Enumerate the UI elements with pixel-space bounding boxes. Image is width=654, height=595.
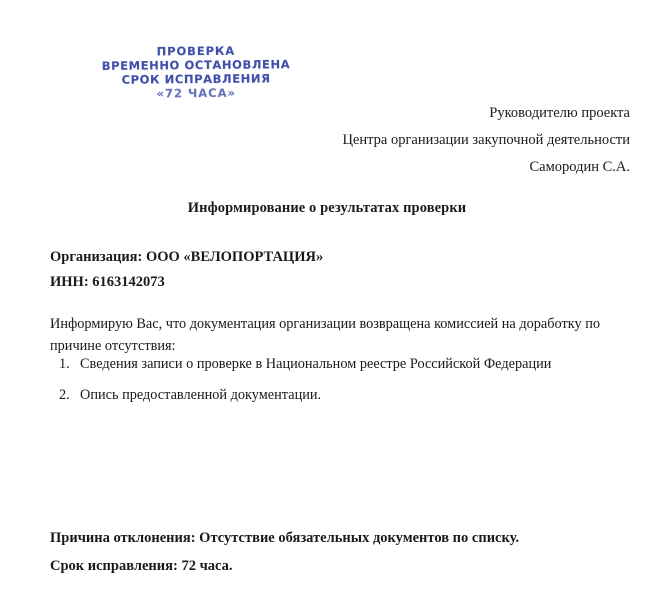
stamp-line-2: ВРЕМЕННО ОСТАНОВЛЕНА [101, 57, 291, 73]
inspection-suspended-stamp [92, 43, 300, 101]
list-item-label: Опись предоставленной документации. [80, 387, 322, 403]
rejection-reason-line: Причина отклонения: Отсутствие обязательных документов по списку. [50, 530, 520, 546]
inn-line: ИНН: 6163142073 [50, 274, 165, 290]
organization-block [50, 245, 323, 295]
addressee-line-role: Руководителю проекта [489, 105, 630, 121]
conclusion-block [50, 524, 519, 580]
list-item [50, 384, 620, 406]
list-item [50, 353, 620, 375]
correction-term-line: Срок исправления: 72 часа. [50, 558, 233, 574]
missing-documents-list [50, 353, 620, 415]
list-item-number: 1. [59, 356, 70, 372]
stamp-line-3: СРОК ИСПРАВЛЕНИЯ [121, 71, 271, 87]
addressee-line-name: Самородин С.А. [529, 159, 630, 175]
addressee-line-department: Центра организации закупочной деятельности [342, 132, 630, 148]
addressee-block [210, 100, 630, 181]
stamp-line-4: «72 ЧАСА» [156, 85, 236, 101]
stamp-line-1: ПРОВЕРКА [156, 43, 236, 59]
list-item-label: Сведения записи о проверке в Национальном реестре Российской Федерации [80, 356, 552, 372]
list-item-number: 2. [59, 387, 70, 403]
intro-paragraph: Информирую Вас, что документация организации возвращена комиссией на доработку по причине отсутствия: [50, 316, 601, 354]
page-title: Информирование о результатах проверки [187, 200, 467, 216]
organization-line: Организация: ООО «ВЕЛОПОРТАЦИЯ» [50, 249, 324, 265]
